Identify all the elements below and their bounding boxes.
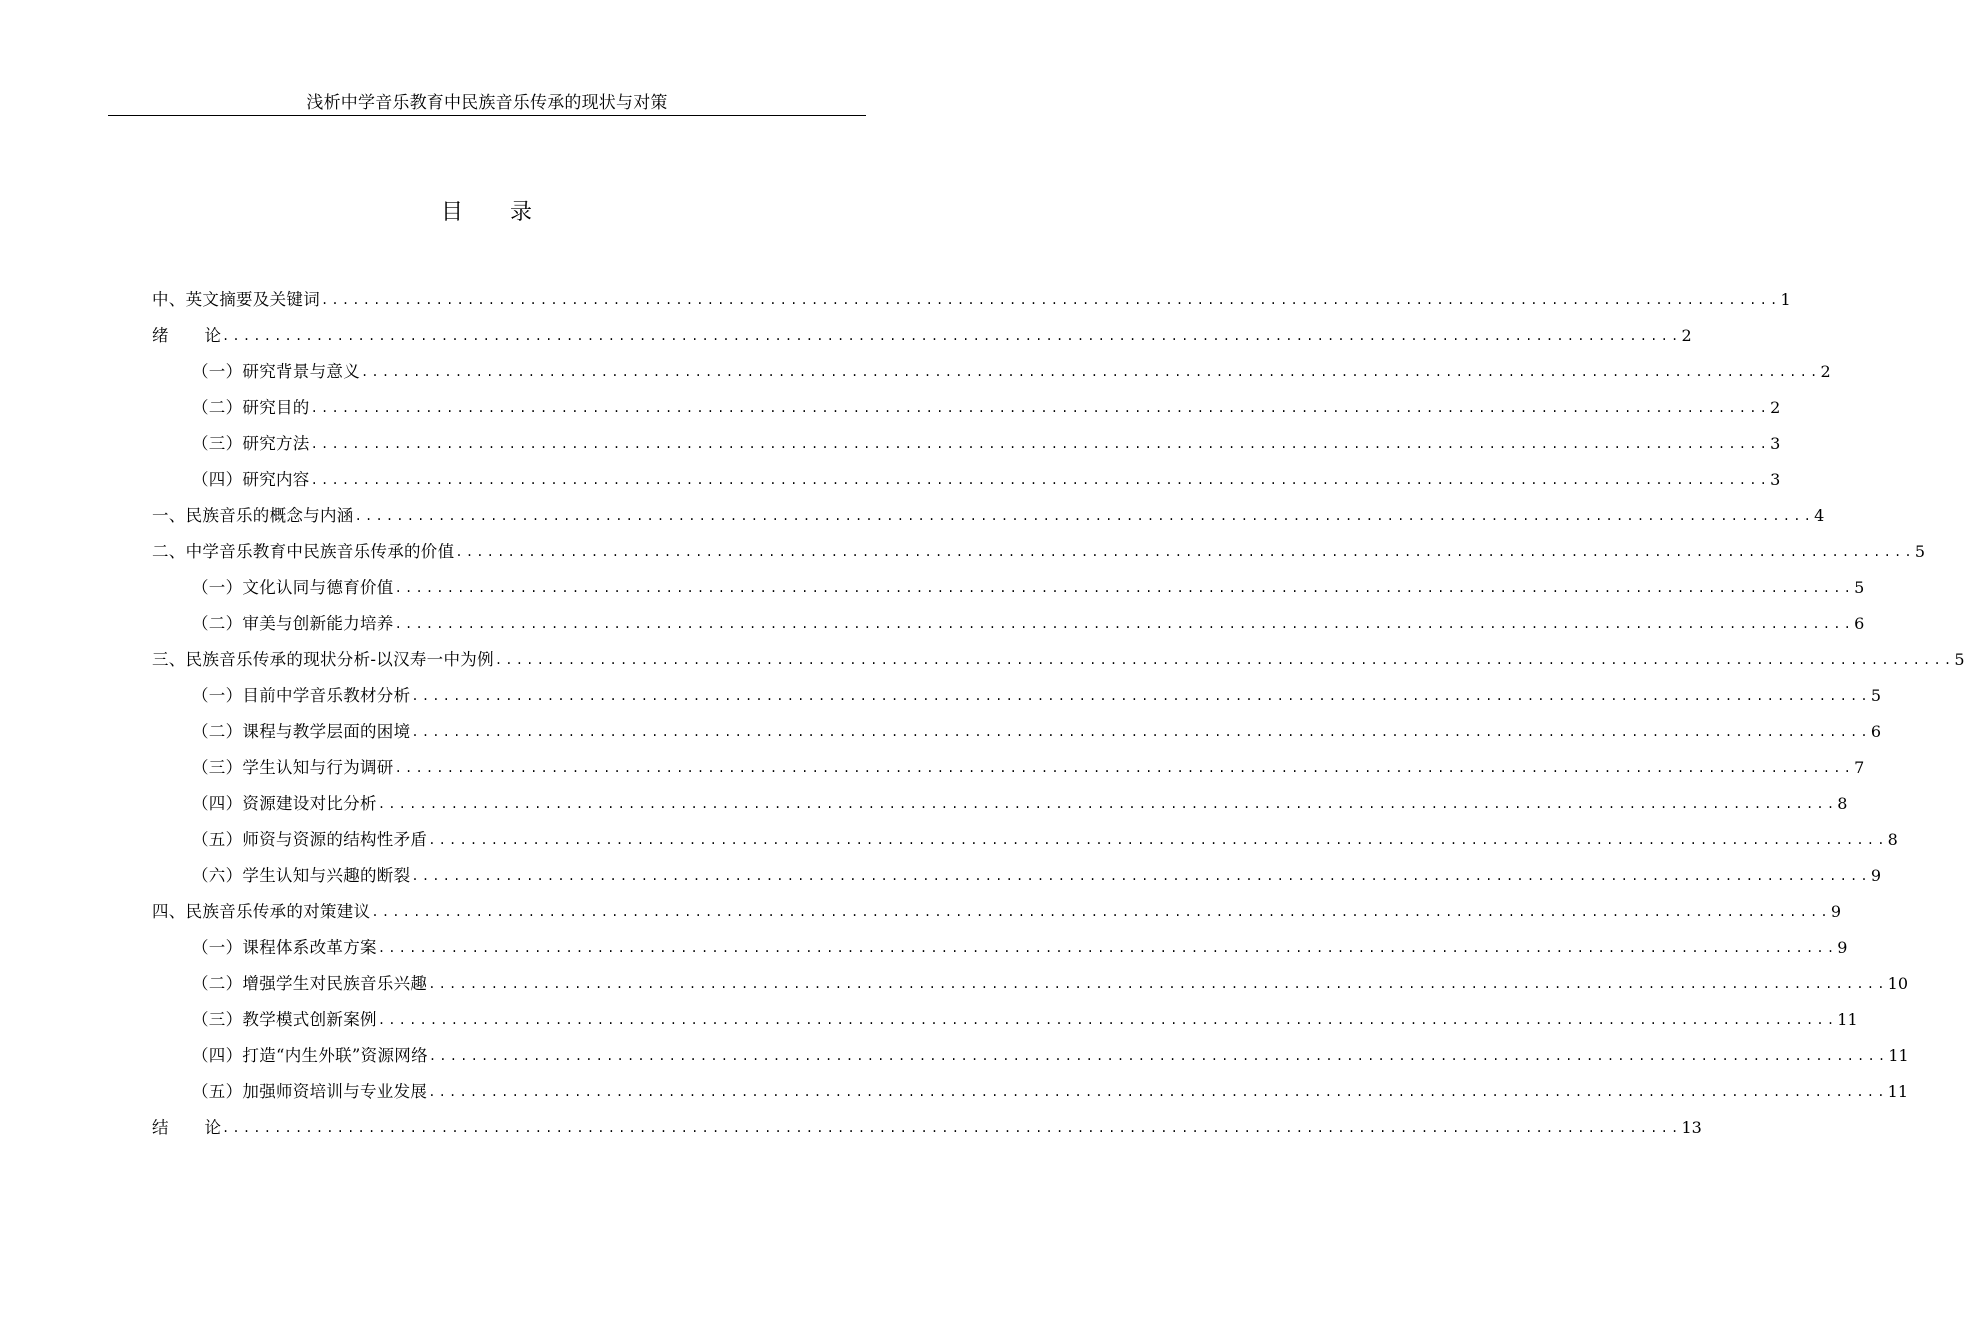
toc-dot-leader: ............................................................................................................................................	[494, 653, 1955, 667]
toc-title	[0, 198, 974, 228]
header-rule	[108, 115, 866, 116]
toc-dot-leader: ............................................................................................................................................	[394, 581, 1855, 595]
toc-entry-page-number: 3	[1770, 470, 1781, 489]
toc-entry-page-number: 6	[1854, 614, 1865, 633]
toc-entry[interactable]	[192, 678, 1882, 714]
toc-entry[interactable]	[192, 822, 1898, 858]
toc-entry-page-number: 5	[1954, 650, 1965, 669]
toc-entry-label: （四）打造“内生外联”资源网络	[192, 1046, 428, 1065]
toc-dot-leader: ............................................................................................................................................	[361, 365, 1821, 379]
toc-entry-label: 四、民族音乐传承的对策建议	[152, 902, 371, 921]
toc-entry-page-number: 8	[1837, 794, 1848, 813]
toc-dot-leader: ............................................................................................................................................	[428, 977, 1888, 991]
toc-entry-label: （五）师资与资源的结构性矛盾	[192, 830, 428, 849]
toc-dot-leader: ............................................................................................................................................	[411, 689, 1871, 703]
toc-entry-label: （一）目前中学音乐教材分析	[192, 686, 411, 705]
toc-entry[interactable]	[192, 570, 1865, 606]
toc-entry-page-number: 5	[1854, 578, 1865, 597]
toc-entry-page-number: 8	[1887, 830, 1898, 849]
toc-entry-label-part: 论	[204, 1118, 221, 1137]
toc-entry-page-number: 7	[1854, 758, 1865, 777]
toc-entry[interactable]	[192, 462, 1781, 498]
toc-entry-page-number: 10	[1887, 974, 1909, 993]
toc-dot-leader: ............................................................................................................................................	[222, 1121, 1682, 1135]
toc-dot-leader: ............................................................................................................................................	[377, 797, 1838, 811]
toc-entry-page-number: 4	[1814, 506, 1825, 525]
toc-entry[interactable]	[192, 966, 1909, 1002]
toc-entry-page-number: 13	[1681, 1118, 1702, 1137]
toc-dot-leader: ............................................................................................................................................	[222, 329, 1682, 343]
toc-entry-label: （一）课程体系改革方案	[192, 938, 377, 957]
toc-entry-label: （五）加强师资培训与专业发展	[192, 1082, 428, 1101]
toc-entry-label: （三）研究方法	[192, 434, 310, 453]
toc-entry[interactable]	[192, 1038, 1909, 1074]
toc-entry-page-number: 9	[1870, 866, 1882, 885]
toc-entry-page-number: 9	[1837, 938, 1848, 957]
toc-entry[interactable]	[152, 498, 1825, 534]
toc-entry[interactable]	[192, 426, 1781, 462]
toc-entry-label: （二）增强学生对民族音乐兴趣	[192, 974, 428, 993]
toc-entry[interactable]	[152, 642, 1965, 678]
toc-entry[interactable]	[152, 1110, 1702, 1146]
toc-entry-page-number: 9	[1830, 902, 1842, 921]
toc-dot-leader: ............................................................................................................................................	[428, 1049, 1889, 1063]
toc-entry-page-number: 3	[1770, 434, 1781, 453]
toc-entry[interactable]	[192, 750, 1865, 786]
toc-dot-leader: ............................................................................................................................................	[377, 941, 1838, 955]
toc-entry[interactable]	[192, 858, 1882, 894]
toc-entry-label: （六）学生认知与兴趣的断裂	[192, 866, 411, 885]
running-header-title: 浅析中学音乐教育中民族音乐传承的现状与对策	[306, 93, 668, 113]
toc-entry-label: （二）研究目的	[192, 398, 310, 417]
toc-entry-page-number: 5	[1870, 686, 1882, 705]
toc-entry[interactable]	[192, 1002, 1858, 1038]
toc-dot-leader: ............................................................................................................................................	[371, 905, 1831, 919]
toc-entry-label: 一、民族音乐的概念与内涵	[152, 506, 354, 525]
toc-dot-leader: ............................................................................................................................................	[394, 617, 1855, 631]
toc-dot-leader: ............................................................................................................................................	[428, 833, 1888, 847]
toc-entry-label: （二）课程与教学层面的困境	[192, 722, 411, 741]
toc-entry-page-number: 6	[1870, 722, 1882, 741]
toc-title-part2: 录	[510, 200, 534, 225]
toc-entry-label-part: 论	[204, 326, 221, 345]
toc-dot-leader: ............................................................................................................................................	[428, 1085, 1888, 1099]
toc-dot-leader: ............................................................................................................................................	[394, 761, 1855, 775]
toc-entry-label: 中、英文摘要及关键词	[152, 290, 320, 309]
toc-entry-label: 三、民族音乐传承的现状分析-以汉寿一中为例	[152, 650, 494, 669]
toc-dot-leader: ............................................................................................................................................	[310, 401, 1771, 415]
toc-dot-leader: ............................................................................................................................................	[310, 473, 1771, 487]
toc-entry-page-number: 2	[1820, 362, 1831, 381]
toc-dot-leader: ............................................................................................................................................	[455, 545, 1915, 559]
toc-entry-label: （四）研究内容	[192, 470, 310, 489]
toc-dot-leader: ............................................................................................................................................	[321, 293, 1781, 307]
toc-entry-label: （一）文化认同与德育价值	[192, 578, 394, 597]
toc-entry-label: （四）资源建设对比分析	[192, 794, 377, 813]
toc-entry[interactable]	[192, 1074, 1909, 1110]
toc-entry-label	[152, 325, 221, 347]
toc-dot-leader: ............................................................................................................................................	[354, 509, 1815, 523]
toc-entry[interactable]	[152, 318, 1692, 354]
toc-dot-leader: ............................................................................................................................................	[377, 1013, 1838, 1027]
toc-entry-label-part: 绪	[152, 326, 169, 345]
toc-title-part1: 目	[440, 200, 464, 225]
toc-dot-leader: ............................................................................................................................................	[310, 437, 1771, 451]
toc-dot-leader: ............................................................................................................................................	[411, 869, 1871, 883]
toc-entry[interactable]	[192, 606, 1865, 642]
toc-entry[interactable]	[192, 354, 1831, 390]
toc-entry[interactable]	[192, 930, 1848, 966]
toc-entry[interactable]	[152, 282, 1791, 318]
toc-entry-label: （一）研究背景与意义	[192, 362, 360, 381]
toc-entry[interactable]	[152, 894, 1842, 930]
toc-entry[interactable]	[192, 390, 1781, 426]
toc-entry-label	[152, 1117, 221, 1139]
toc-entry-page-number: 2	[1770, 398, 1781, 417]
toc-dot-leader: ............................................................................................................................................	[411, 725, 1871, 739]
toc-entry-page-number: 11	[1837, 1010, 1858, 1029]
toc-entry-label-part: 结	[152, 1118, 169, 1137]
toc-entry-page-number: 5	[1914, 542, 1926, 561]
toc-entry-label: （三）学生认知与行为调研	[192, 758, 394, 777]
toc-entry-label: （二）审美与创新能力培养	[192, 614, 394, 633]
toc-entry-label: 二、中学音乐教育中民族音乐传承的价值	[152, 542, 455, 561]
toc-entry[interactable]	[152, 534, 1926, 570]
toc-entry[interactable]	[192, 786, 1848, 822]
toc-entry-page-number: 11	[1887, 1082, 1909, 1101]
toc-entry-page-number: 2	[1681, 326, 1692, 345]
toc-entry-page-number: 11	[1888, 1046, 1909, 1065]
toc-entry-page-number: 1	[1780, 290, 1791, 309]
toc-entry[interactable]	[192, 714, 1882, 750]
toc-entry-label: （三）教学模式创新案例	[192, 1010, 377, 1029]
